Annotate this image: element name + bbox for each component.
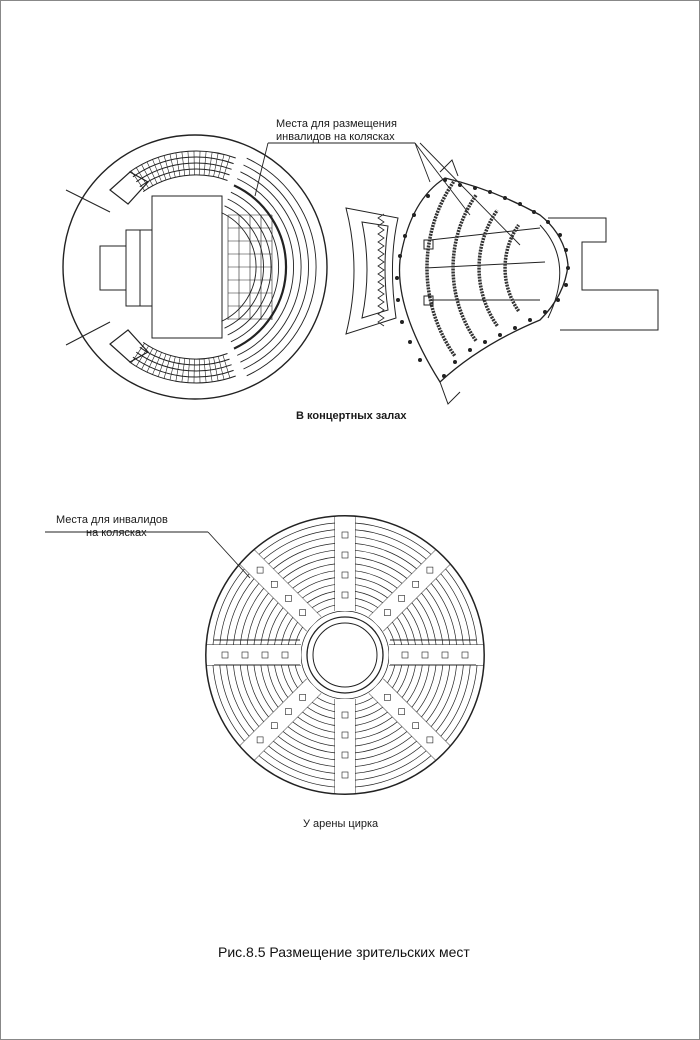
fan-hall-facade-teeth xyxy=(378,214,384,326)
round-hall-seat-tick xyxy=(223,156,230,179)
wheelchair-marker xyxy=(566,266,570,270)
wheelchair-marker xyxy=(403,234,407,238)
circus-radial-aisles xyxy=(206,516,484,794)
fan-hall-row xyxy=(479,210,497,326)
circus-arena-plan xyxy=(206,516,484,794)
wheelchair-marker xyxy=(395,276,399,280)
round-concert-hall-plan xyxy=(63,135,327,399)
fan-hall-seat-rows xyxy=(427,180,519,356)
circus-callout-label-line1: Места для инвалидов xyxy=(56,514,168,526)
circus-callout-leader xyxy=(45,532,250,578)
round-hall-seat-tick xyxy=(223,355,230,378)
wheelchair-marker xyxy=(418,358,422,362)
concert-caption: В концертных залах xyxy=(296,410,407,422)
wheelchair-marker xyxy=(513,326,517,330)
wheelchair-marker xyxy=(473,186,477,190)
wheelchair-marker xyxy=(532,210,536,214)
wheelchair-marker xyxy=(483,340,487,344)
concert-callout-label-line2: инвалидов на колясках xyxy=(276,131,395,143)
round-hall-seat-tick xyxy=(199,151,200,175)
figure-caption: Рис.8.5 Размещение зрительских мест xyxy=(218,944,470,960)
wheelchair-marker xyxy=(458,183,462,187)
circus-callout-label-line2: на колясках xyxy=(86,527,147,539)
fan-hall-row xyxy=(453,195,476,341)
wheelchair-marker xyxy=(528,318,532,322)
wheelchair-marker xyxy=(408,340,412,344)
circus-aisle-fill xyxy=(389,645,483,665)
wheelchair-marker xyxy=(488,190,492,194)
wheelchair-marker xyxy=(564,283,568,287)
round-hall-bottom-row xyxy=(136,352,231,371)
wheelchair-marker xyxy=(396,298,400,302)
wheelchair-marker xyxy=(518,202,522,206)
wheelchair-marker xyxy=(426,194,430,198)
circus-caption: У арены цирка xyxy=(303,818,379,830)
wheelchair-marker xyxy=(558,233,562,237)
round-hall-bottom-row xyxy=(133,357,234,377)
wheelchair-marker xyxy=(453,360,457,364)
round-hall-top-row xyxy=(136,163,231,182)
round-hall-seat-tick xyxy=(164,155,171,178)
round-hall-parterre-grid xyxy=(228,215,272,320)
wheelchair-marker xyxy=(468,348,472,352)
wheelchair-marker xyxy=(543,310,547,314)
wheelchair-marker xyxy=(442,374,446,378)
wheelchair-marker xyxy=(503,196,507,200)
circus-aisle-fill xyxy=(240,550,321,631)
facade-teeth xyxy=(378,214,384,326)
concert-callout-label-line1: Места для размещения xyxy=(276,118,397,130)
circus-aisle-fill xyxy=(207,645,301,665)
round-hall-seat-tick xyxy=(164,355,171,378)
wheelchair-marker xyxy=(400,320,404,324)
round-hall-top-row xyxy=(133,157,234,177)
fan-hall-row xyxy=(505,225,519,311)
wheelchair-marker xyxy=(443,178,447,182)
wheelchair-marker xyxy=(412,213,416,217)
circus-aisle-fill xyxy=(335,517,355,611)
wheelchair-marker xyxy=(546,220,550,224)
circus-aisle-fill xyxy=(335,699,355,793)
round-hall-seat-rows xyxy=(130,151,317,383)
fan-concert-hall-plan xyxy=(346,160,658,404)
round-hall-seat-tick xyxy=(199,359,200,383)
circus-ring xyxy=(301,611,389,699)
circus-aisle-fill xyxy=(240,679,321,760)
wheelchair-marker xyxy=(564,248,568,252)
wheelchair-marker xyxy=(398,254,402,258)
circus-aisle-fill xyxy=(369,679,450,760)
circus-aisle-fill xyxy=(369,550,450,631)
wheelchair-marker xyxy=(556,298,560,302)
wheelchair-marker xyxy=(498,333,502,337)
